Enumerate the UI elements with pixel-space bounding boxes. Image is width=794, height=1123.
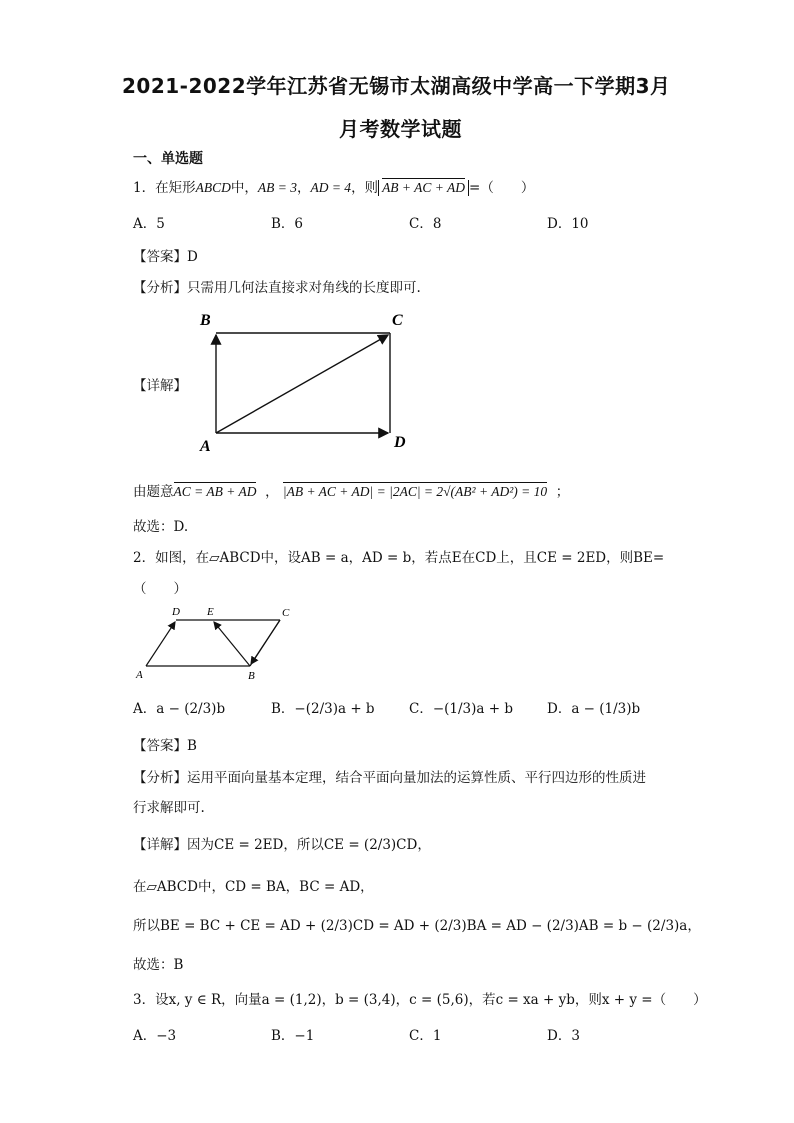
q2-conclusion: 故选：B [133,957,184,973]
q2-detail-line1: 【详解】因为CE = 2ED，所以CE = (2/3)CD， [133,837,431,853]
q2-option-b: B．−(2/3)a + b [271,701,375,717]
q2-detail-line3: 所以BE = BC + CE = AD + (2/3)CD = AD + (2/3)BA = AD − (2/3)AB = b − (2/3)a， [133,918,701,934]
q2-analysis-line2: 行求解即可. [133,800,205,816]
label-c: C [392,312,403,329]
q1-detail-label: 【详解】 [133,378,187,394]
label-a: A [136,669,143,681]
q1-option-d: D．10 [547,216,589,232]
q1-rectangle-figure [190,305,420,455]
label-c: C [282,607,290,619]
q1-stem: 1．在矩形ABCD中，AB = 3，AD = 4，则 AB + AC + AD =（ ） [133,180,535,196]
label-b: B [200,312,211,329]
q2-answer: 【答案】B [133,738,197,754]
q2-option-d: D．a − (1/3)b [547,701,641,717]
q3-option-a: A．−3 [133,1028,177,1044]
section-heading: 一、单选题 [133,151,203,167]
q1-option-a: A．5 [133,216,165,232]
q1-option-b: B．6 [271,216,304,232]
title-line1: 2021-2022学年江苏省无锡市太湖高级中学高一下学期3月 [122,74,671,98]
q3-stem: 3．设x, y ∈ R，向量a = (1,2)，b = (3,4)，c = (5,6)，若c = xa + yb，则x + y =（ ） [133,992,707,1008]
label-a: A [200,438,211,455]
q2-parallelogram-figure [130,602,300,684]
q3-option-b: B．−1 [271,1028,315,1044]
label-d: D [394,434,406,451]
q1-solution: 由题意AC = AB + AD ， |AB + AC + AD| = |2AC| = 2√(AB² + AD²) = 10 ； [133,484,570,500]
q3-option-d: D．3 [547,1028,580,1044]
label-e: E [207,606,214,618]
q2-option-a: A．a − (2/3)b [133,701,226,717]
label-d: D [172,606,180,618]
vector-be [214,622,250,666]
q2-option-c: C．−(1/3)a + b [409,701,513,717]
q1-option-c: C．8 [409,216,442,232]
q2-detail-line2: 在▱ABCD中，CD = BA，BC = AD， [133,879,374,895]
vector-ac [216,335,388,433]
q3-option-c: C．1 [409,1028,442,1044]
title-line2: 月考数学试题 [339,117,462,141]
q1-analysis: 【分析】只需用几何法直接求对角线的长度即可. [133,280,421,296]
vector-cb [251,620,280,664]
q2-analysis-line1: 【分析】运用平面向量基本定理，结合平面向量加法的运算性质、平行四边形的性质进 [133,770,646,786]
vector-ad [146,622,175,666]
q1-conclusion: 故选：D. [133,519,189,535]
q2-stem: 2．如图，在▱ABCD中，设AB = a，AD = b，若点E在CD上，且CE = 2ED，则BE= [133,550,665,566]
label-b: B [248,670,255,682]
q2-stem-paren: （ ） [133,581,187,597]
q1-answer: 【答案】D [133,249,198,265]
